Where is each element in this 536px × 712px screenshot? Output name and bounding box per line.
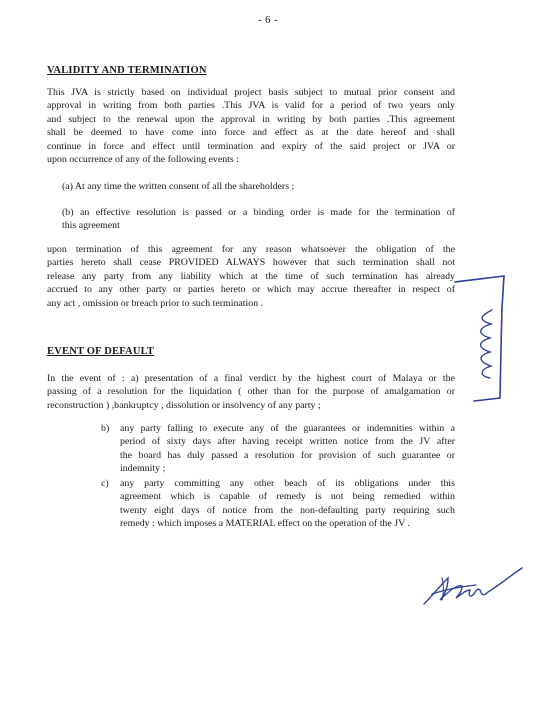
default-item-c xyxy=(120,477,455,531)
text-line: reconstruction ) ,bankruptcy , dissolution or insolvency of any party ; xyxy=(47,399,321,411)
validity-intro-paragraph xyxy=(47,86,455,166)
ink-stroke xyxy=(455,276,504,401)
text-line: upon termination of this agreement for any reason whatsoever the obligation of the xyxy=(47,244,455,255)
section-heading-validity: VALIDITY AND TERMINATION xyxy=(47,65,207,76)
handwritten-initials-signature xyxy=(418,560,528,610)
page-number: - 6 - xyxy=(258,15,278,26)
ink-stroke xyxy=(424,568,522,604)
text-line: and subject to the renewal upon the approval in writing by both parties .This agreement xyxy=(47,113,455,125)
text-line: indemnity ; xyxy=(120,463,166,475)
text-line: any party falling to execute any of the guarantees or indemnities within a xyxy=(120,423,455,434)
ink-stroke xyxy=(481,310,492,378)
text-line: shall be deemed to have come into force and effect as at the date hereof and shall xyxy=(47,127,455,139)
termination-paragraph xyxy=(47,243,455,310)
text-line: agreement which is capable of remedy is not being remedied within xyxy=(120,491,455,503)
text-line: release any party from any liability which at the time of such termination has already xyxy=(47,270,455,282)
text-line: continue in force and effect until termination and expiry of the said project or JVA or xyxy=(47,140,455,152)
handwritten-margin-bracket xyxy=(452,268,512,408)
default-item-b-letter: b) xyxy=(101,423,110,434)
section-heading-default: EVENT OF DEFAULT xyxy=(47,346,155,357)
validity-item-b xyxy=(62,206,455,233)
text-line: this agreement xyxy=(62,220,120,232)
text-line: passing of a resolution for the liquidation ( other than for the purpose of amalgamation or xyxy=(47,386,455,398)
text-line: period of sixty days after having receipt written notice from the JV after xyxy=(120,436,455,448)
default-item-c-letter: c) xyxy=(101,478,109,489)
text-line: In the event of : a) presentation of a final verdict by the highest court of Malaya or the xyxy=(47,373,455,384)
text-line: This JVA is strictly based on individual project basis subject to mutual prior consent and xyxy=(47,87,455,98)
text-line: (b) an effective resolution is passed or a binding order is made for the termination of xyxy=(62,207,455,218)
text-line: approval in writing from both parties .This JVA is valid for a period of two years only xyxy=(47,100,455,112)
text-line: upon occurrence of any of the following events : xyxy=(47,154,239,166)
default-intro-paragraph xyxy=(47,372,455,412)
validity-item-a: (a) At any time the written consent of all the shareholders ; xyxy=(62,181,295,192)
text-line: accrued to any other party or parties hereto or which may accrue thereafter in respect of xyxy=(47,284,455,296)
text-line: parties hereto shall cease PROVIDED ALWAYS however that such termination shall not xyxy=(47,257,455,269)
text-line: any act , omission or breach prior to such termination . xyxy=(47,297,264,309)
text-line: remedy : which imposes a MATERIAL effect on the operation of the JV . xyxy=(120,518,410,530)
text-line: twenty eight days of notice from the non-defaulting party requiring such xyxy=(120,504,455,516)
default-item-b xyxy=(120,422,455,476)
text-line: the board has duly passed a resolution for provision of such guarantee or xyxy=(120,449,455,461)
text-line: any party committing any other beach of its obligations under this xyxy=(120,478,455,489)
ink-stroke xyxy=(442,578,444,600)
